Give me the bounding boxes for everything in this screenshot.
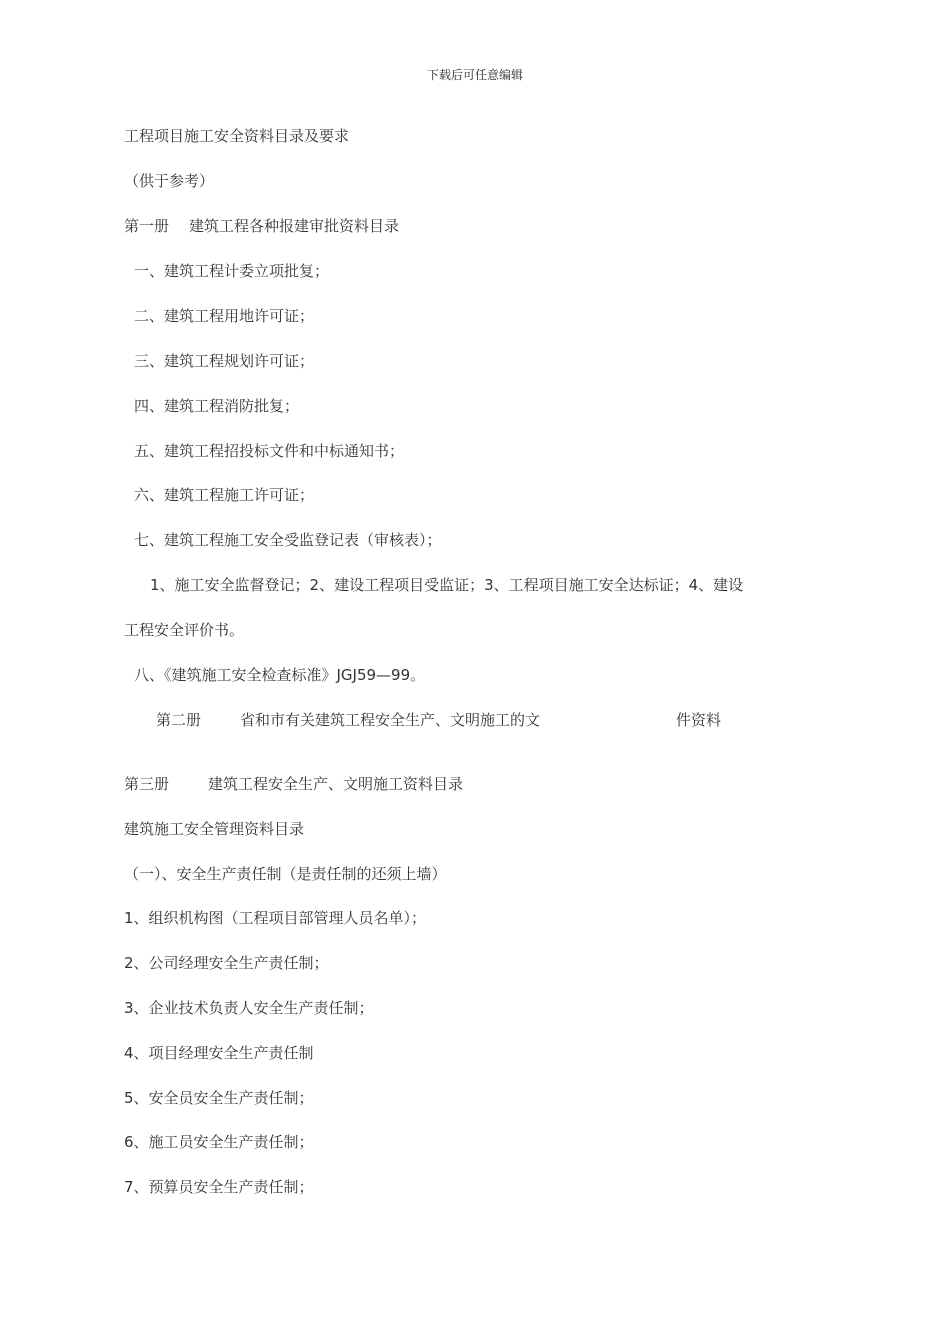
document-subtitle: （供于参考） [124, 172, 215, 190]
volume-1-title: 建筑工程各种报建审批资料目录 [189, 217, 400, 235]
document-title: 工程项目施工安全资料目录及要求 [124, 127, 350, 145]
list-item: 四、建筑工程消防批复； [134, 397, 300, 415]
sub-item-line-continued: 工程安全评价书。 [124, 621, 245, 639]
list-item: 1、组织机构图（工程项目部管理人员名单）； [124, 909, 427, 927]
list-item: 3、企业技术负责人安全生产责任制； [124, 999, 374, 1017]
volume-3-label: 第三册 [124, 775, 170, 793]
list-item: 5、安全员安全生产责任制； [124, 1089, 314, 1107]
volume-2-title-part1: 省和市有关建筑工程安全生产、文明施工的文 [240, 711, 541, 729]
list-item: 6、施工员安全生产责任制； [124, 1133, 314, 1151]
sub-item-line: 1、施工安全监督登记；2、建设工程项目受监证；3、工程项目施工安全达标证；4、建设 [150, 576, 744, 594]
list-item: 七、建筑工程施工安全受监登记表（审核表）； [134, 531, 442, 549]
list-item: 7、预算员安全生产责任制； [124, 1178, 314, 1196]
list-item: 八、《建筑施工安全检查标准》JGJ59—99。 [134, 666, 426, 684]
list-item: 4、项目经理安全生产责任制 [124, 1044, 314, 1062]
volume-2-label: 第二册 [156, 711, 202, 729]
list-item: 2、公司经理安全生产责任制； [124, 954, 329, 972]
volume-1-heading [124, 216, 399, 236]
list-item: 三、建筑工程规划许可证； [134, 352, 315, 370]
volume-3-title: 建筑工程安全生产、文明施工资料目录 [208, 775, 464, 793]
section-heading: （一）、安全生产责任制（是责任制的还须上墙） [124, 865, 447, 883]
header-note: 下载后可任意编辑 [426, 68, 523, 82]
volume-2-title-part2: 件资料 [676, 711, 722, 729]
volume-1-label: 第一册 [124, 217, 170, 235]
list-item: 五、建筑工程招投标文件和中标通知书； [134, 442, 405, 460]
list-item: 二、建筑工程用地许可证； [134, 307, 315, 325]
list-item: 一、建筑工程计委立项批复； [134, 262, 330, 280]
list-item: 六、建筑工程施工许可证； [134, 486, 315, 504]
management-section-title: 建筑施工安全管理资料目录 [124, 820, 305, 838]
